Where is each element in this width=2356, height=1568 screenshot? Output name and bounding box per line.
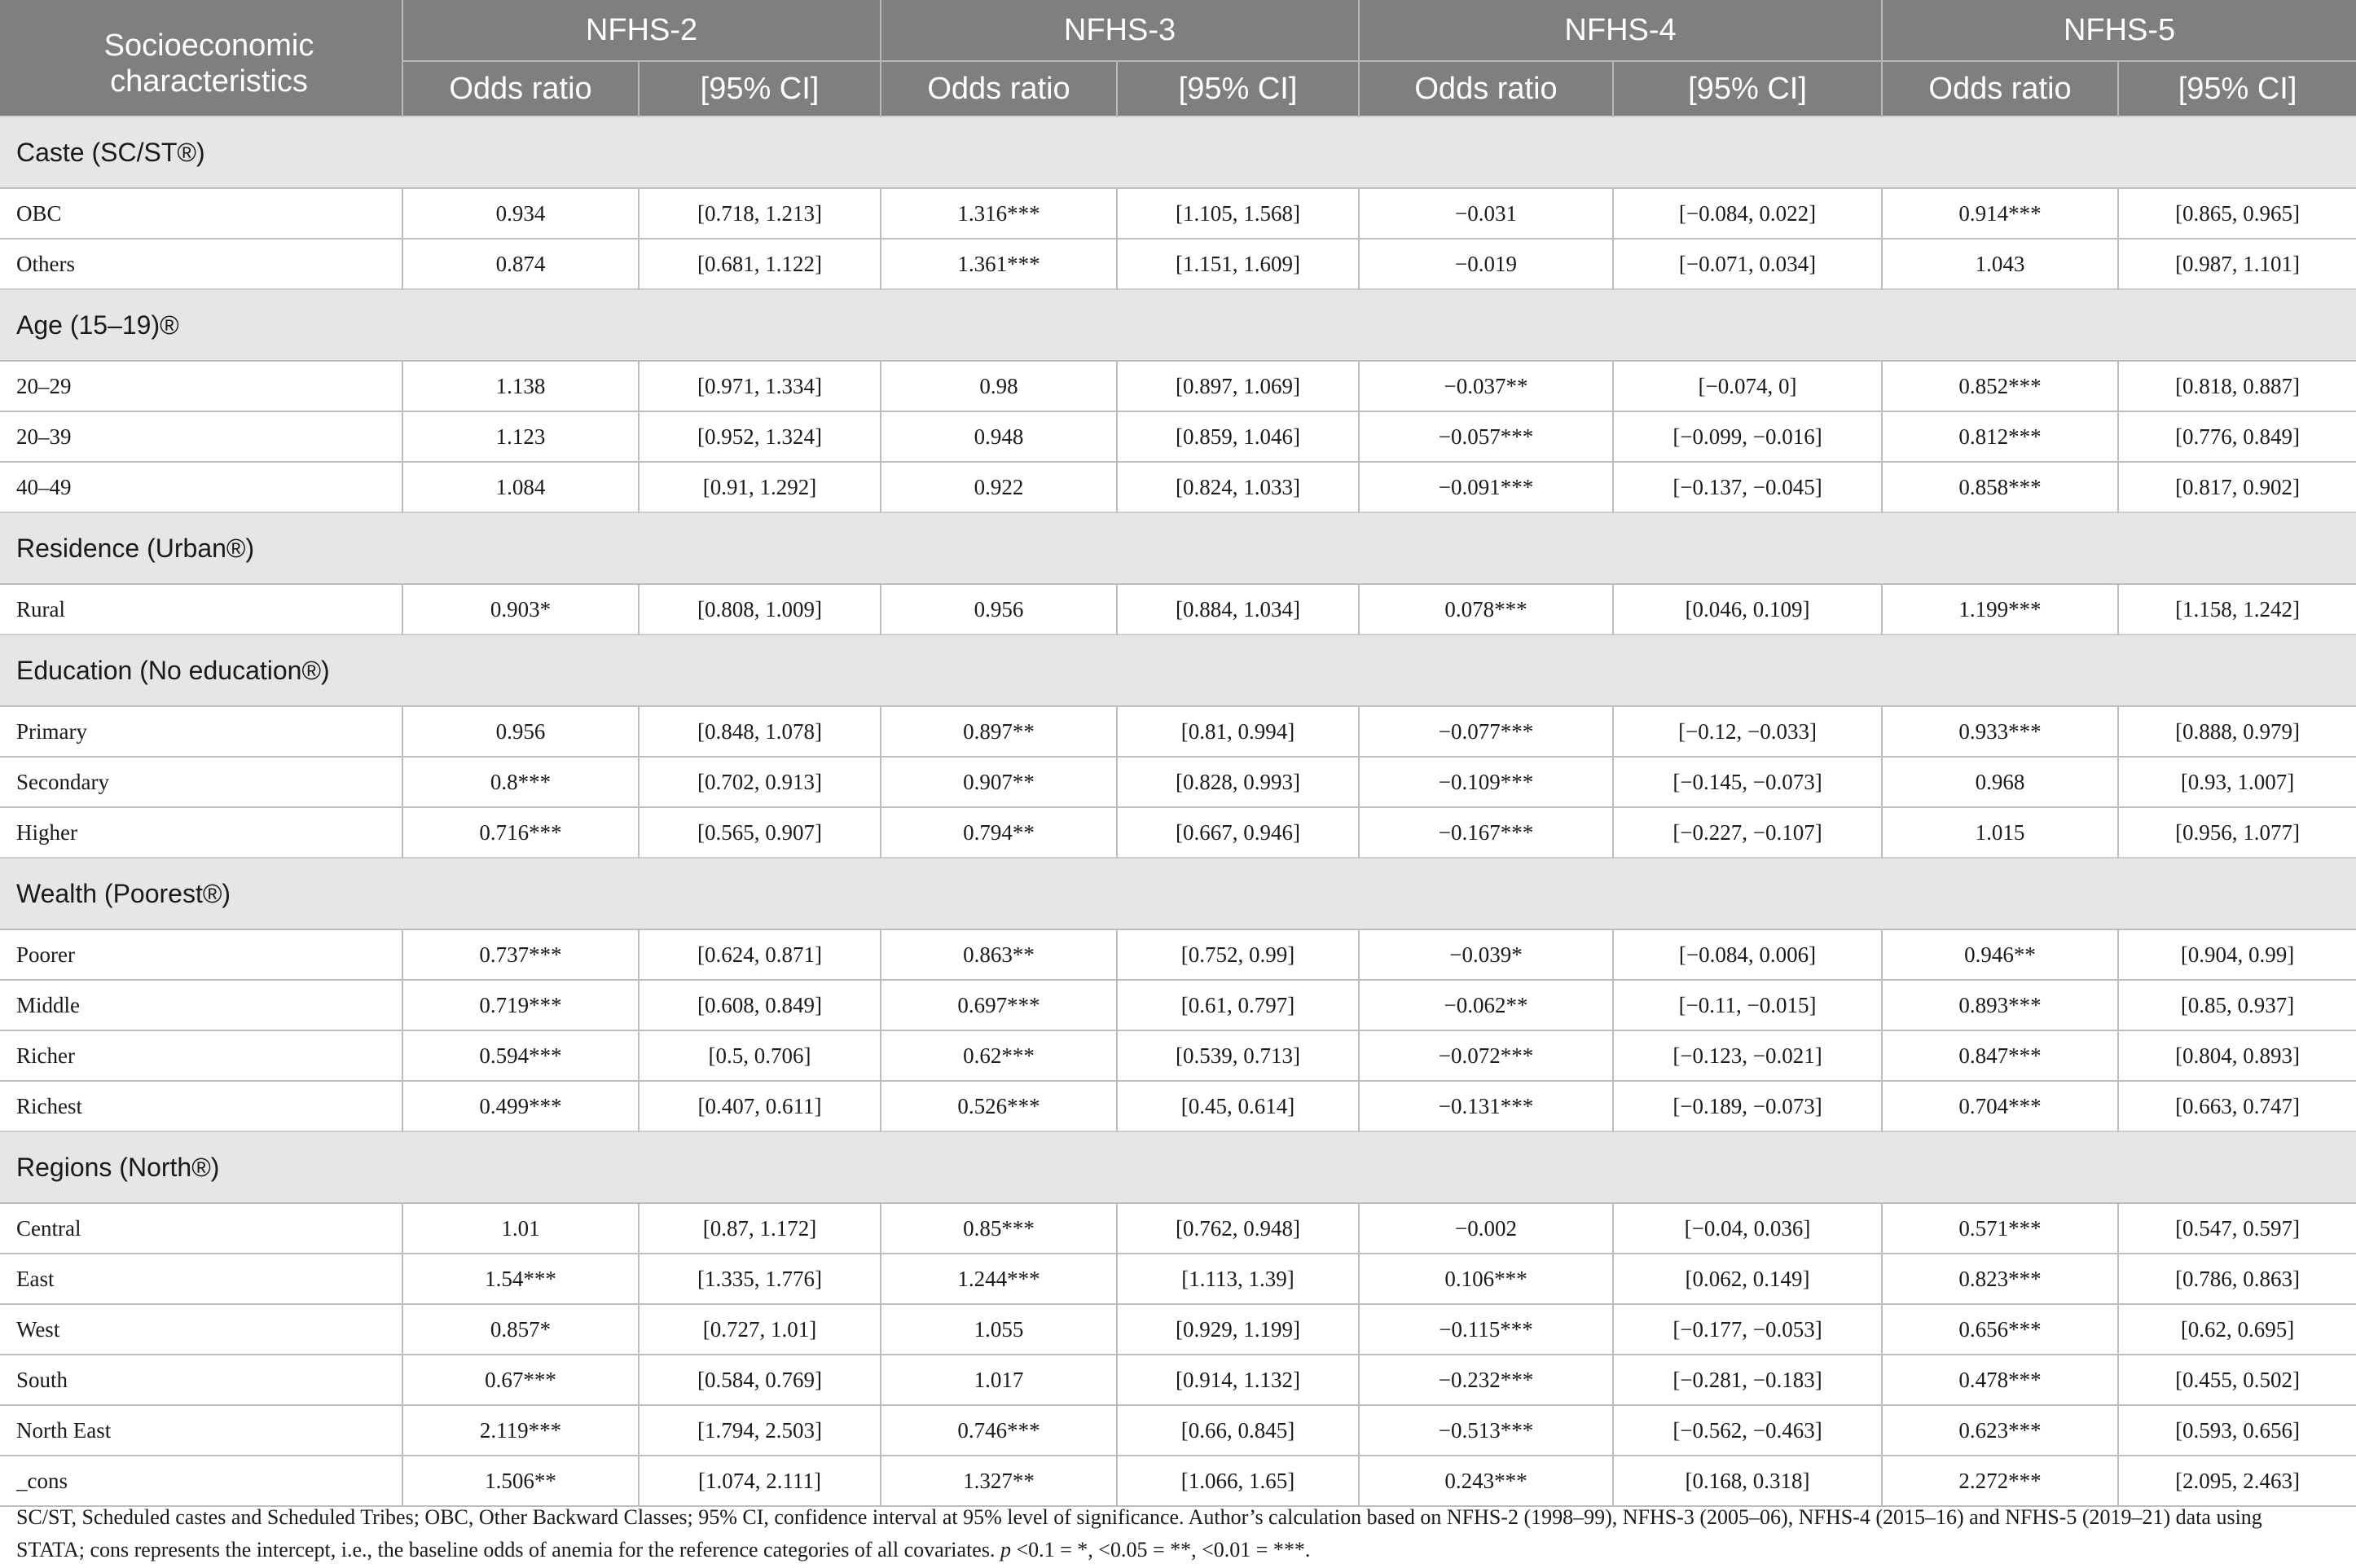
cell-nfhs3-odds: 1.244*** [881, 1254, 1117, 1304]
cell-nfhs4-odds: −0.109*** [1359, 757, 1613, 807]
cell-nfhs2-ci: [0.718, 1.213] [639, 188, 881, 239]
cell-nfhs5-odds: 0.847*** [1882, 1030, 2118, 1081]
cell-nfhs3-odds: 1.017 [881, 1355, 1117, 1405]
cell-nfhs4-ci: [−0.189, −0.073] [1613, 1081, 1882, 1131]
cell-nfhs4-ci: [−0.562, −0.463] [1613, 1405, 1882, 1456]
cell-nfhs5-ci: [0.547, 0.597] [2118, 1203, 2356, 1254]
subheader-ci: [95% CI] [1613, 61, 1882, 116]
cell-nfhs5-odds: 0.933*** [1882, 706, 2118, 757]
cell-nfhs4-odds: −0.167*** [1359, 807, 1613, 858]
cell-nfhs3-ci: [0.859, 1.046] [1117, 411, 1359, 462]
cell-nfhs4-ci: [−0.074, 0] [1613, 361, 1882, 411]
table-row [0, 1355, 2356, 1405]
row-label: OBC [0, 188, 402, 239]
cell-nfhs4-odds: −0.031 [1359, 188, 1613, 239]
cell-nfhs3-odds: 0.907** [881, 757, 1117, 807]
cell-nfhs3-ci: [0.914, 1.132] [1117, 1355, 1359, 1405]
cell-nfhs3-ci: [0.61, 0.797] [1117, 980, 1359, 1030]
cell-nfhs3-odds: 1.316*** [881, 188, 1117, 239]
cell-nfhs4-odds: −0.091*** [1359, 462, 1613, 512]
cell-nfhs2-odds: 0.594*** [402, 1030, 639, 1081]
cell-nfhs2-ci: [0.727, 1.01] [639, 1304, 881, 1355]
cell-nfhs4-ci: [−0.145, −0.073] [1613, 757, 1882, 807]
cell-nfhs3-odds: 1.055 [881, 1304, 1117, 1355]
row-label: 20–39 [0, 411, 402, 462]
cell-nfhs2-odds: 1.01 [402, 1203, 639, 1254]
section-title: Residence (Urban®) [0, 512, 2356, 584]
cell-nfhs3-odds: 0.948 [881, 411, 1117, 462]
cell-nfhs3-odds: 0.956 [881, 584, 1117, 635]
cell-nfhs3-ci: [0.897, 1.069] [1117, 361, 1359, 411]
subheader-ci: [95% CI] [639, 61, 881, 116]
row-label: Rural [0, 584, 402, 635]
cell-nfhs2-odds: 1.54*** [402, 1254, 639, 1304]
header-survey-nfhs-4: NFHS-4 [1359, 0, 1882, 61]
cell-nfhs2-ci: [0.608, 0.849] [639, 980, 881, 1030]
cell-nfhs4-ci: [−0.084, 0.022] [1613, 188, 1882, 239]
cell-nfhs3-ci: [1.151, 1.609] [1117, 239, 1359, 289]
section-row [0, 512, 2356, 584]
cell-nfhs2-ci: [0.971, 1.334] [639, 361, 881, 411]
cell-nfhs4-ci: [−0.123, −0.021] [1613, 1030, 1882, 1081]
cell-nfhs3-odds: 1.361*** [881, 239, 1117, 289]
cell-nfhs5-ci: [0.865, 0.965] [2118, 188, 2356, 239]
table-row [0, 807, 2356, 858]
table-row [0, 1304, 2356, 1355]
cell-nfhs3-odds: 1.327** [881, 1456, 1117, 1506]
cell-nfhs5-odds: 0.968 [1882, 757, 2118, 807]
header-socioeconomic: Socioeconomic characteristics [0, 0, 402, 116]
cell-nfhs2-odds: 0.857* [402, 1304, 639, 1355]
cell-nfhs5-ci: [1.158, 1.242] [2118, 584, 2356, 635]
cell-nfhs5-odds: 0.858*** [1882, 462, 2118, 512]
footnote-p-symbol: p [1000, 1538, 1011, 1561]
cell-nfhs4-ci: [0.062, 0.149] [1613, 1254, 1882, 1304]
section-title: Age (15–19)® [0, 289, 2356, 361]
cell-nfhs4-ci: [0.168, 0.318] [1613, 1456, 1882, 1506]
cell-nfhs5-odds: 0.704*** [1882, 1081, 2118, 1131]
table-row [0, 462, 2356, 512]
cell-nfhs3-odds: 0.98 [881, 361, 1117, 411]
cell-nfhs3-ci: [0.66, 0.845] [1117, 1405, 1359, 1456]
row-label: _cons [0, 1456, 402, 1506]
row-label: Higher [0, 807, 402, 858]
cell-nfhs2-ci: [1.074, 2.111] [639, 1456, 881, 1506]
cell-nfhs3-ci: [0.929, 1.199] [1117, 1304, 1359, 1355]
section-title: Regions (North®) [0, 1131, 2356, 1203]
cell-nfhs5-ci: [0.776, 0.849] [2118, 411, 2356, 462]
cell-nfhs2-odds: 0.934 [402, 188, 639, 239]
cell-nfhs2-odds: 1.506** [402, 1456, 639, 1506]
cell-nfhs4-odds: −0.039* [1359, 929, 1613, 980]
cell-nfhs5-ci: [0.593, 0.656] [2118, 1405, 2356, 1456]
table-row [0, 1405, 2356, 1456]
cell-nfhs2-odds: 2.119*** [402, 1405, 639, 1456]
cell-nfhs5-ci: [0.455, 0.502] [2118, 1355, 2356, 1405]
cell-nfhs3-odds: 0.697*** [881, 980, 1117, 1030]
cell-nfhs4-odds: −0.077*** [1359, 706, 1613, 757]
table-row [0, 1203, 2356, 1254]
row-label: Richer [0, 1030, 402, 1081]
header-survey-nfhs-3: NFHS-3 [881, 0, 1359, 61]
cell-nfhs3-ci: [0.81, 0.994] [1117, 706, 1359, 757]
cell-nfhs2-ci: [1.335, 1.776] [639, 1254, 881, 1304]
row-label: East [0, 1254, 402, 1304]
cell-nfhs3-ci: [0.45, 0.614] [1117, 1081, 1359, 1131]
row-label: Primary [0, 706, 402, 757]
cell-nfhs5-ci: [0.85, 0.937] [2118, 980, 2356, 1030]
cell-nfhs2-odds: 1.138 [402, 361, 639, 411]
section-row [0, 635, 2356, 706]
cell-nfhs4-odds: −0.232*** [1359, 1355, 1613, 1405]
cell-nfhs5-odds: 0.571*** [1882, 1203, 2118, 1254]
cell-nfhs5-ci: [0.818, 0.887] [2118, 361, 2356, 411]
subheader-ci: [95% CI] [2118, 61, 2356, 116]
cell-nfhs4-odds: −0.115*** [1359, 1304, 1613, 1355]
cell-nfhs5-ci: [0.817, 0.902] [2118, 462, 2356, 512]
cell-nfhs3-ci: [0.667, 0.946] [1117, 807, 1359, 858]
table-row [0, 929, 2356, 980]
cell-nfhs3-ci: [1.066, 1.65] [1117, 1456, 1359, 1506]
table-row [0, 1456, 2356, 1506]
row-label: 20–29 [0, 361, 402, 411]
cell-nfhs4-odds: 0.106*** [1359, 1254, 1613, 1304]
table-body [0, 116, 2356, 1506]
cell-nfhs5-ci: [0.804, 0.893] [2118, 1030, 2356, 1081]
cell-nfhs4-ci: [−0.177, −0.053] [1613, 1304, 1882, 1355]
footnote-line-2: STATA; cons represents the intercept, i.e., the baseline odds of anemia for the reference categories of all covariates. [16, 1538, 1000, 1561]
cell-nfhs4-ci: [−0.084, 0.006] [1613, 929, 1882, 980]
cell-nfhs5-odds: 0.656*** [1882, 1304, 2118, 1355]
cell-nfhs5-ci: [0.93, 1.007] [2118, 757, 2356, 807]
cell-nfhs2-ci: [0.702, 0.913] [639, 757, 881, 807]
cell-nfhs4-odds: −0.072*** [1359, 1030, 1613, 1081]
subheader-odds-ratio: Odds ratio [1359, 61, 1613, 116]
table-row [0, 188, 2356, 239]
subheader-odds-ratio: Odds ratio [1882, 61, 2118, 116]
cell-nfhs2-odds: 0.956 [402, 706, 639, 757]
cell-nfhs5-ci: [0.987, 1.101] [2118, 239, 2356, 289]
cell-nfhs2-ci: [0.848, 1.078] [639, 706, 881, 757]
row-label: North East [0, 1405, 402, 1456]
cell-nfhs3-odds: 0.85*** [881, 1203, 1117, 1254]
cell-nfhs4-odds: −0.062** [1359, 980, 1613, 1030]
cell-nfhs3-odds: 0.746*** [881, 1405, 1117, 1456]
cell-nfhs5-ci: [0.956, 1.077] [2118, 807, 2356, 858]
cell-nfhs2-odds: 0.67*** [402, 1355, 639, 1405]
cell-nfhs2-odds: 0.716*** [402, 807, 639, 858]
cell-nfhs4-odds: 0.078*** [1359, 584, 1613, 635]
cell-nfhs4-ci: [−0.227, −0.107] [1613, 807, 1882, 858]
cell-nfhs4-ci: [−0.099, −0.016] [1613, 411, 1882, 462]
cell-nfhs3-odds: 0.863** [881, 929, 1117, 980]
row-label: Secondary [0, 757, 402, 807]
table-row [0, 239, 2356, 289]
cell-nfhs3-odds: 0.794** [881, 807, 1117, 858]
cell-nfhs2-odds: 0.874 [402, 239, 639, 289]
cell-nfhs4-odds: 0.243*** [1359, 1456, 1613, 1506]
cell-nfhs2-ci: [0.952, 1.324] [639, 411, 881, 462]
table-header [0, 0, 2356, 116]
cell-nfhs4-odds: −0.513*** [1359, 1405, 1613, 1456]
cell-nfhs4-odds: −0.037** [1359, 361, 1613, 411]
cell-nfhs5-odds: 1.015 [1882, 807, 2118, 858]
cell-nfhs3-odds: 0.526*** [881, 1081, 1117, 1131]
cell-nfhs5-odds: 0.623*** [1882, 1405, 2118, 1456]
cell-nfhs3-ci: [0.762, 0.948] [1117, 1203, 1359, 1254]
section-title: Wealth (Poorest®) [0, 858, 2356, 929]
cell-nfhs4-ci: [−0.04, 0.036] [1613, 1203, 1882, 1254]
cell-nfhs2-ci: [0.565, 0.907] [639, 807, 881, 858]
cell-nfhs2-ci: [0.5, 0.706] [639, 1030, 881, 1081]
section-row [0, 116, 2356, 188]
cell-nfhs4-odds: −0.002 [1359, 1203, 1613, 1254]
cell-nfhs5-odds: 1.199*** [1882, 584, 2118, 635]
cell-nfhs3-ci: [1.105, 1.568] [1117, 188, 1359, 239]
subheader-odds-ratio: Odds ratio [881, 61, 1117, 116]
table-row [0, 757, 2356, 807]
cell-nfhs2-odds: 0.737*** [402, 929, 639, 980]
table-row [0, 1030, 2356, 1081]
cell-nfhs3-ci: [0.884, 1.034] [1117, 584, 1359, 635]
cell-nfhs2-ci: [0.808, 1.009] [639, 584, 881, 635]
section-row [0, 289, 2356, 361]
cell-nfhs5-ci: [0.786, 0.863] [2118, 1254, 2356, 1304]
footnote-line-1: SC/ST, Scheduled castes and Scheduled Tribes; OBC, Other Backward Classes; 95% CI, confidence interval at 95% level of significance. Author’s calculation based on NFHS-2 (1998–99), NFHS-3 (2005–06), NFHS-4 (2015–16) and NFHS-5 (2019–21) data using [16, 1505, 2262, 1529]
cell-nfhs4-ci: [−0.11, −0.015] [1613, 980, 1882, 1030]
row-label: West [0, 1304, 402, 1355]
cell-nfhs5-odds: 0.852*** [1882, 361, 2118, 411]
cell-nfhs5-odds: 0.812*** [1882, 411, 2118, 462]
cell-nfhs4-odds: −0.019 [1359, 239, 1613, 289]
row-label: Central [0, 1203, 402, 1254]
cell-nfhs5-odds: 2.272*** [1882, 1456, 2118, 1506]
cell-nfhs5-ci: [0.62, 0.695] [2118, 1304, 2356, 1355]
cell-nfhs5-ci: [0.904, 0.99] [2118, 929, 2356, 980]
cell-nfhs3-odds: 0.922 [881, 462, 1117, 512]
section-title: Education (No education®) [0, 635, 2356, 706]
cell-nfhs3-ci: [0.752, 0.99] [1117, 929, 1359, 980]
row-label: Poorer [0, 929, 402, 980]
cell-nfhs4-ci: [−0.071, 0.034] [1613, 239, 1882, 289]
cell-nfhs2-odds: 0.8*** [402, 757, 639, 807]
table-row [0, 411, 2356, 462]
cell-nfhs5-ci: [0.888, 0.979] [2118, 706, 2356, 757]
cell-nfhs2-ci: [0.584, 0.769] [639, 1355, 881, 1405]
section-row [0, 1131, 2356, 1203]
cell-nfhs2-ci: [0.87, 1.172] [639, 1203, 881, 1254]
cell-nfhs5-odds: 0.914*** [1882, 188, 2118, 239]
table-row [0, 1254, 2356, 1304]
table-footnote [16, 1501, 2330, 1566]
table-row [0, 361, 2356, 411]
row-label: Others [0, 239, 402, 289]
cell-nfhs5-odds: 0.946** [1882, 929, 2118, 980]
cell-nfhs2-ci: [0.681, 1.122] [639, 239, 881, 289]
cell-nfhs4-ci: [−0.12, −0.033] [1613, 706, 1882, 757]
header-survey-nfhs-2: NFHS-2 [402, 0, 881, 61]
subheader-odds-ratio: Odds ratio [402, 61, 639, 116]
row-label: Richest [0, 1081, 402, 1131]
cell-nfhs5-ci: [2.095, 2.463] [2118, 1456, 2356, 1506]
cell-nfhs2-odds: 1.123 [402, 411, 639, 462]
cell-nfhs3-ci: [0.828, 0.993] [1117, 757, 1359, 807]
cell-nfhs4-ci: [−0.137, −0.045] [1613, 462, 1882, 512]
cell-nfhs5-odds: 0.478*** [1882, 1355, 2118, 1405]
row-label: Middle [0, 980, 402, 1030]
cell-nfhs5-ci: [0.663, 0.747] [2118, 1081, 2356, 1131]
cell-nfhs3-odds: 0.897** [881, 706, 1117, 757]
cell-nfhs3-ci: [0.539, 0.713] [1117, 1030, 1359, 1081]
table-row [0, 1081, 2356, 1131]
table-row [0, 706, 2356, 757]
table-row [0, 980, 2356, 1030]
cell-nfhs2-odds: 0.719*** [402, 980, 639, 1030]
header-survey-nfhs-5: NFHS-5 [1882, 0, 2356, 61]
cell-nfhs4-odds: −0.131*** [1359, 1081, 1613, 1131]
cell-nfhs4-ci: [0.046, 0.109] [1613, 584, 1882, 635]
cell-nfhs5-odds: 1.043 [1882, 239, 2118, 289]
cell-nfhs4-odds: −0.057*** [1359, 411, 1613, 462]
cell-nfhs5-odds: 0.823*** [1882, 1254, 2118, 1304]
cell-nfhs2-ci: [1.794, 2.503] [639, 1405, 881, 1456]
cell-nfhs4-ci: [−0.281, −0.183] [1613, 1355, 1882, 1405]
subheader-ci: [95% CI] [1117, 61, 1359, 116]
row-label: 40–49 [0, 462, 402, 512]
cell-nfhs3-odds: 0.62*** [881, 1030, 1117, 1081]
table-row [0, 584, 2356, 635]
section-title: Caste (SC/ST®) [0, 116, 2356, 188]
cell-nfhs3-ci: [1.113, 1.39] [1117, 1254, 1359, 1304]
cell-nfhs3-ci: [0.824, 1.033] [1117, 462, 1359, 512]
cell-nfhs2-ci: [0.624, 0.871] [639, 929, 881, 980]
section-row [0, 858, 2356, 929]
cell-nfhs2-odds: 0.499*** [402, 1081, 639, 1131]
cell-nfhs5-odds: 0.893*** [1882, 980, 2118, 1030]
cell-nfhs2-ci: [0.91, 1.292] [639, 462, 881, 512]
cell-nfhs2-odds: 0.903* [402, 584, 639, 635]
cell-nfhs2-ci: [0.407, 0.611] [639, 1081, 881, 1131]
footnote-significance: <0.1 = *, <0.05 = **, <0.01 = ***. [1010, 1538, 1311, 1561]
row-label: South [0, 1355, 402, 1405]
cell-nfhs2-odds: 1.084 [402, 462, 639, 512]
